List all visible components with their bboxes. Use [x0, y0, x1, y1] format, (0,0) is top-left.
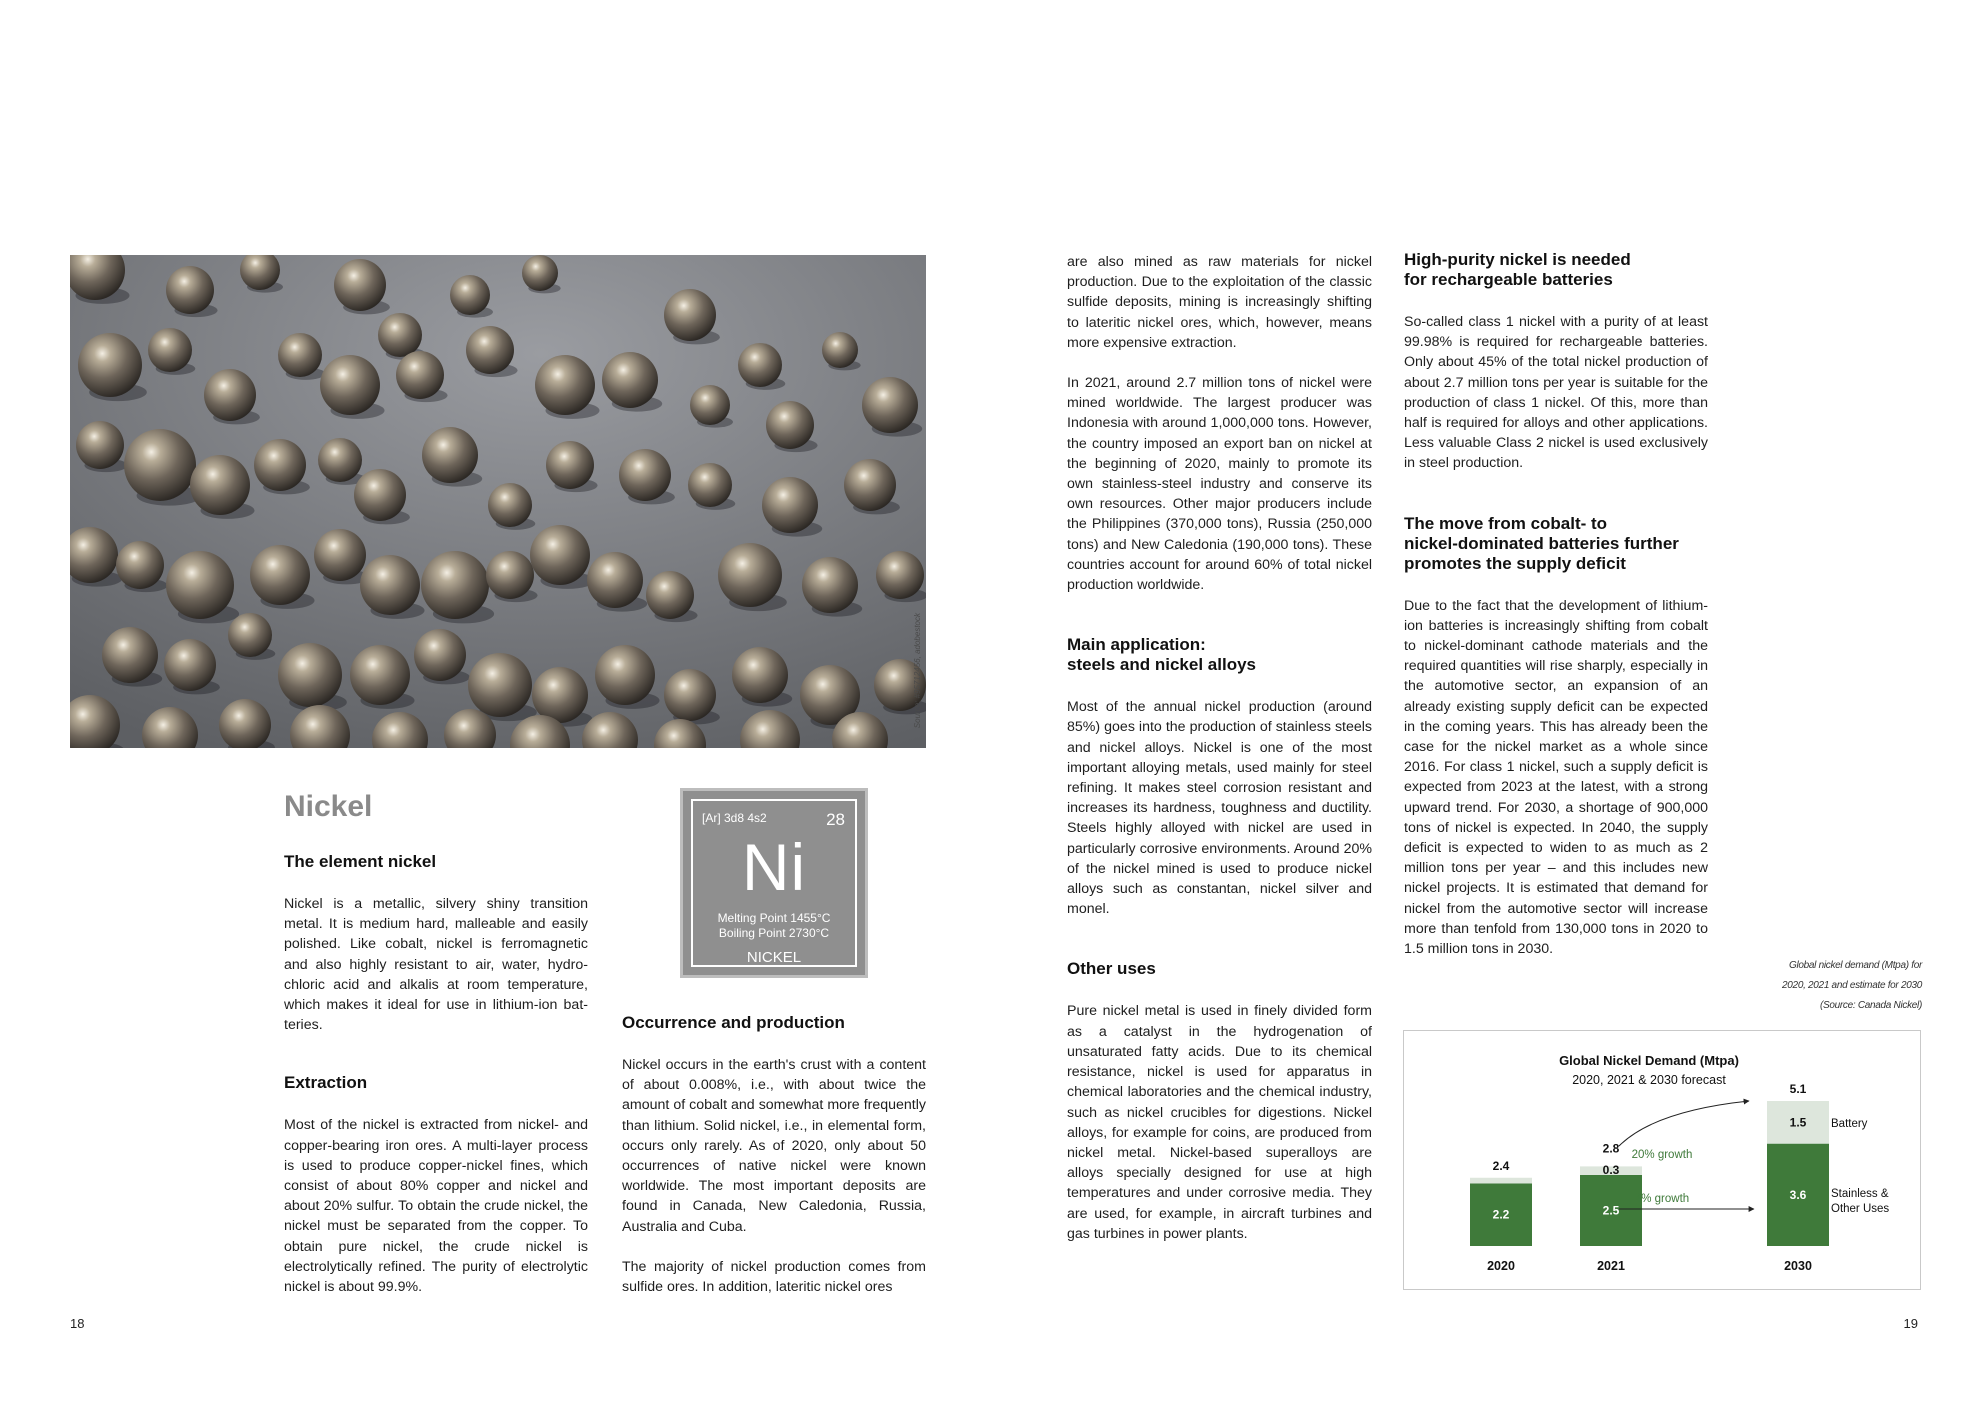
electron-configuration: [Ar] 3d8 4s2 — [702, 811, 767, 825]
nickel-ball — [360, 555, 420, 615]
paragraph-element: Nickel is a metallic, silvery shiny transition metal. It is medium hard, malleable and easily polished. Like cobalt, nickel is ferromagnetic and also highly resistant to air, water, hydrochloric acid and alkalis at room temperature, which makes it ideal for use in lithium-ion batteries. — [284, 896, 588, 1034]
element-name: NICKEL — [746, 949, 802, 966]
caption-line-3: (Source: Canada Nickel) — [1819, 1000, 1922, 1011]
nickel-ball — [664, 289, 716, 341]
nickel-ball — [76, 421, 124, 469]
nickel-ball — [486, 551, 534, 599]
paragraph-high-purity: So-called class 1 nickel with a purity of at least 99.98% is required for rechargeable batteries. Only about 45% of the total nickel production of about 2.7 million tons per year is suitable for the production of class 1 nickel. Of this, more than half is required for alloys and other applications. Less valuable Class 2 nickel is used exclusively in steel production. — [1404, 314, 1708, 472]
legend-stainless-line-2: Other Uses — [1831, 1203, 1890, 1215]
chart-subtitle: 2020, 2021 & 2030 forecast — [1572, 1073, 1726, 1087]
element-symbol: Ni — [741, 830, 807, 904]
nickel-ball — [116, 541, 164, 589]
category-label-2021: 2021 — [1597, 1259, 1625, 1273]
nickel-ball — [802, 557, 858, 613]
nickel-ball — [78, 333, 142, 397]
annotation-20-growth: 20% growth — [1631, 1149, 1693, 1161]
label-stainless-2021: 2.5 — [1602, 1203, 1620, 1218]
paragraph-main-application: Most of the annual nickel production (around 85%) goes into the production of stainless steels and nickel alloys. Nickel is one of the most important alloying metals, used mainly for steel refining. It makes steel corrosion resistant and increases its hardness, toughness and ductility. Steels highly alloyed with nickel are used in particularly corrosive environments. Around 20% of the nickel mined is used to produce nickel alloys such as constantan, nickel silver and monel. — [1067, 699, 1372, 918]
nickel-ball — [228, 613, 272, 657]
photo-credit: Source: #95712456, adobestock — [913, 612, 922, 728]
nickel-demand-chart — [1403, 1030, 1921, 1290]
paragraph-lateritic: are also mined as raw materials for nickel production. Due to the exploitation of the classic sulfide deposits, mining is increasingly shifting to lateritic nickel ores, which, however, means more expensive extraction. — [1067, 254, 1372, 351]
paragraph-production-2021: In 2021, around 2.7 million tons of nickel were mined worldwide. The largest producer was Indonesia with around 1,000,000 tons. However, the country imposed an export ban on nickel at the beginning of 2020, mainly to promote its own stainless-steel industry and conserve its own resources. Other major producers include the Philippines (370,000 tons), Russia (250,000 tons) and New Caledonia (190,000 tons). These countries account for around 60% of total nickel production worldwide. — [1067, 375, 1372, 594]
nickel-ball — [320, 355, 380, 415]
nickel-ball — [522, 255, 558, 291]
nickel-ball — [688, 463, 732, 507]
column-3 — [1067, 252, 1372, 1264]
heading-hp-line-1: High-purity nickel is needed — [1404, 250, 1631, 269]
nickel-ball — [822, 332, 858, 368]
nickel-ball — [690, 385, 730, 425]
heading-other-uses: Other uses — [1067, 959, 1156, 979]
category-label-2030: 2030 — [1784, 1259, 1812, 1273]
boiling-point: Boiling Point 2730°C — [718, 926, 830, 940]
label-total-2020: 2.4 — [1492, 1158, 1510, 1173]
nickel-ball — [862, 377, 918, 433]
nickel-ball — [664, 669, 716, 721]
nickel-ball — [532, 667, 588, 723]
nickel-ball — [102, 627, 158, 683]
nickel-ball — [396, 351, 444, 399]
nickel-ball — [595, 645, 655, 705]
element-tile — [680, 788, 868, 978]
label-battery-2021: 0.3 — [1602, 1162, 1620, 1177]
paragraph-occurrence-2: The majority of nickel production comes from sulfide ores. In addition, lateritic nickel ores — [622, 1258, 926, 1296]
chart-title: Global Nickel Demand (Mtpa) — [1559, 1053, 1739, 1068]
heading-main-line-1: Main application: — [1067, 635, 1206, 655]
annotation-4-growth: 4% growth — [1634, 1193, 1690, 1205]
melting-boiling-points — [693, 911, 855, 941]
heading-extraction: Extraction — [284, 1073, 368, 1093]
caption-line-2: 2020, 2021 and estimate for 2030 — [1782, 980, 1922, 991]
element-tile-frame — [691, 799, 857, 967]
heading-move-line-1: The move from cobalt- to — [1404, 513, 1608, 533]
nickel-ball — [278, 333, 322, 377]
nickel-ball — [204, 369, 256, 421]
nickel-ball — [546, 441, 594, 489]
heading-hp-line-2: for rechargeable batteries — [1404, 270, 1613, 289]
nickel-ball — [124, 429, 196, 501]
nickel-ball — [762, 477, 818, 533]
nickel-ball — [166, 551, 234, 619]
category-label-2020: 2020 — [1487, 1259, 1515, 1273]
heading-main-line-2: steels and nickel alloys — [1067, 655, 1256, 675]
page-number-left: 18 — [70, 1316, 85, 1331]
nickel-ball — [354, 469, 406, 521]
nickel-ball — [350, 645, 410, 705]
nickel-ball — [250, 545, 310, 605]
label-stainless-2030: 3.6 — [1789, 1187, 1807, 1202]
heading-move-line-3: promotes the supply deficit — [1404, 553, 1626, 573]
label-total-2030: 5.1 — [1789, 1082, 1807, 1096]
nickel-ball — [278, 643, 342, 707]
nickel-ball — [844, 459, 896, 511]
paragraph-extraction: Most of the nickel is extracted from nickel- and copper-bearing iron ores. A multi-layer process is used to produce copper-nickel fines, which consist of about 80% copper and nickel and about 20% sulfur. To obtain the crude nickel, the nickel must be separated from the copper. To obtain pure nickel, the crude nickel is electrolytically refined. The purity of electrolytic nickel is about 99.9%. — [284, 1117, 588, 1296]
nickel-ball — [422, 427, 478, 483]
chart-caption — [1702, 956, 1922, 1016]
heading-occurrence: Occurrence and production — [622, 1013, 845, 1032]
nickel-ball — [766, 401, 814, 449]
legend-battery: Battery — [1831, 1118, 1868, 1130]
nickel-ball — [587, 552, 643, 608]
nickel-ball — [619, 449, 671, 501]
nickel-ball — [732, 647, 788, 703]
label-total-2021: 2.8 — [1602, 1141, 1620, 1156]
nickel-ball — [450, 275, 490, 315]
nickel-ball — [738, 343, 782, 387]
heading-main-application — [1067, 635, 1372, 675]
nickel-ball — [468, 653, 532, 717]
nickel-ball — [876, 551, 924, 599]
heading-high-purity — [1404, 250, 1708, 290]
page-title: Nickel — [284, 790, 373, 823]
nickel-ball — [190, 455, 250, 515]
nickel-ball — [646, 571, 694, 619]
paragraph-supply-deficit: Due to the fact that the development of lithium-ion batteries is increasingly shifting from cobalt to nickel-dominant cathode materials and the required quantities will rise sharply, especially in the automotive sector, an expansion of an already existing supply deficit can be expected in the coming years. This has already been the case for the nickel market as a whole since 2016. For class 1 nickel, such a supply deficit is expected from 2023 at the latest, with a strong upward trend. For 2030, a shortage of 900,000 tons of nickel is expected. In 2040, the supply deficit is expected to widen to as much as 2 million tons per year – and this includes new nickel projects. It is estimated that demand for nickel from the automotive sector will increase more than tenfold from 130,000 tons in 2020 to 1.5 million tons in 2030. — [1404, 597, 1708, 958]
nickel-ball — [314, 529, 366, 581]
nickel-ball — [414, 629, 466, 681]
column-1 — [284, 852, 588, 1317]
growth-arrow-battery — [1619, 1101, 1749, 1146]
heading-element-nickel: The element nickel — [284, 852, 437, 871]
nickel-ball — [334, 259, 386, 311]
nickel-ball — [602, 352, 658, 408]
atomic-number: 28 — [826, 810, 845, 829]
legend-stainless-line-1: Stainless & — [1831, 1188, 1889, 1200]
nickel-ball — [318, 438, 362, 482]
melting-point: Melting Point 1455°C — [717, 911, 831, 925]
bar-battery-2020 — [1470, 1178, 1532, 1184]
nickel-ball — [488, 483, 532, 527]
nickel-ball — [164, 639, 216, 691]
caption-line-1: Global nickel demand (Mtpa) for — [1789, 960, 1922, 971]
nickel-ball — [421, 551, 489, 619]
column-4 — [1404, 250, 1708, 979]
paragraph-other-uses: Pure nickel metal is used in finely divided form as a catalyst in the hydrogenation of unsaturated fatty acids. Due to its chemical resistance, nickel is used for apparatus in chemical laboratories and the chemical industry, such as nickel crucibles for digestions. Nickel alloys, for example for coins, are produced from nickel metal. Nickel-based superalloys are alloys specially designed for use at high temperatures and under corrosive media. They are used, for example, in aircraft turbines and gas turbines in power plants. — [1067, 1003, 1372, 1242]
paragraph-occurrence-1: Nickel occurs in the earth's crust with a content of about 0.008%, i.e., with about twice the amount of cobalt and somewhat more frequently than lithium. Solid nickel, i.e., in elemental form, occurs only rarely. As of 2020, only about 50 occurrences of native nickel were known worldwide. The most important deposits are found in Canada, New Caledonia, Russia, Australia and Cuba. — [622, 1057, 926, 1235]
nickel-ball — [254, 439, 306, 491]
nickel-photo — [70, 255, 926, 748]
nickel-ball — [718, 543, 782, 607]
column-2 — [622, 1013, 926, 1317]
chart-svg — [1404, 1031, 1920, 1289]
nickel-ball — [466, 326, 514, 374]
label-battery-2030: 1.5 — [1789, 1115, 1807, 1130]
nickel-ball — [535, 355, 595, 415]
label-stainless-2020: 2.2 — [1492, 1207, 1510, 1222]
page-number-right: 19 — [1903, 1316, 1918, 1331]
nickel-ball — [378, 313, 422, 357]
heading-cobalt-to-nickel — [1404, 514, 1708, 574]
nickel-ball — [148, 328, 192, 372]
nickel-balls-illustration — [70, 255, 926, 748]
nickel-ball — [530, 525, 590, 585]
heading-move-line-2: nickel-dominated batteries further — [1404, 533, 1679, 553]
nickel-ball — [166, 266, 214, 314]
